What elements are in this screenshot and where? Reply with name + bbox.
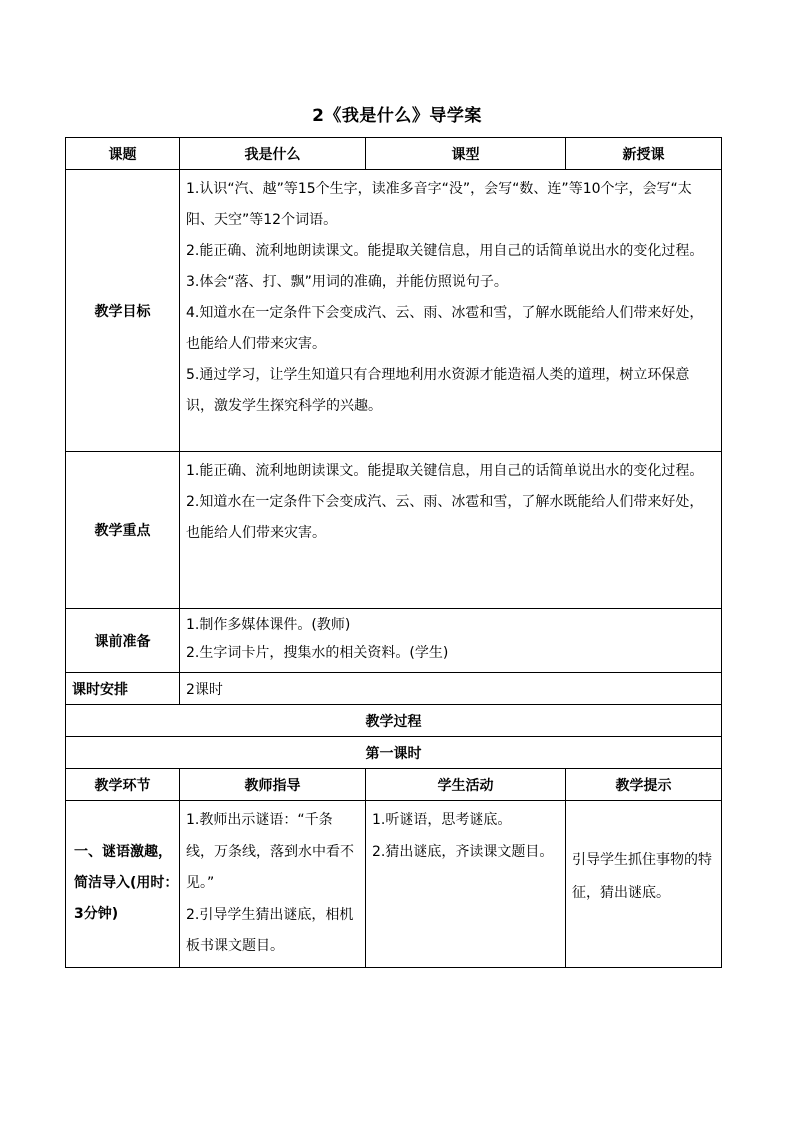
lesson-header: 第一课时 <box>66 737 722 769</box>
document-title: 2《我是什么》导学案 <box>312 106 482 126</box>
schedule-value: 2课时 <box>180 673 722 705</box>
objective-item: 1.认识“汽、越”等15个生字，读准多音字“没”，会写“数、连”等10个字，会写“太阳、天空”等12个词语。 <box>186 181 692 228</box>
key-point-item: 2.知道水在一定条件下会变成汽、云、雨、冰雹和雪，了解水既能给人们带来好处，也能给人们带来灾害。 <box>186 494 704 541</box>
key-points-content <box>180 452 722 609</box>
teacher-guidance <box>180 801 366 968</box>
key-point-item: 1.能正确、流利地朗读课文。能提取关键信息，用自己的话简单说出水的变化过程。 <box>186 463 704 479</box>
header-row <box>66 138 722 170</box>
column-header-stage: 教学环节 <box>66 769 180 801</box>
preparation-item: 1.制作多媒体课件。(教师) <box>186 617 351 633</box>
column-header-student: 学生活动 <box>366 769 566 801</box>
column-header-row <box>66 769 722 801</box>
objectives-row <box>66 170 722 452</box>
teacher-guidance-item: 2.引导学生猜出谜底，相机板书课文题目。 <box>186 906 354 954</box>
objectives-label: 教学目标 <box>66 170 180 452</box>
student-activity-item: 1.听谜语，思考谜底。 <box>372 812 512 828</box>
preparation-row <box>66 609 722 673</box>
teaching-tip: 引导学生抓住事物的特征，猜出谜底。 <box>566 801 722 968</box>
objective-item: 4.知道水在一定条件下会变成汽、云、雨、冰雹和雪，了解水既能给人们带来好处，也能给人们带来灾害。 <box>186 305 704 352</box>
column-header-teacher: 教师指导 <box>180 769 366 801</box>
topic-value: 我是什么 <box>180 138 366 170</box>
objective-item: 2.能正确、流利地朗读课文。能提取关键信息，用自己的话简单说出水的变化过程。 <box>186 243 704 259</box>
objectives-content <box>180 170 722 452</box>
process-header-row <box>66 705 722 737</box>
preparation-item: 2.生字词卡片，搜集水的相关资料。(学生) <box>186 645 449 661</box>
topic-label: 课题 <box>66 138 180 170</box>
stage-name: 一、谜语激趣，简洁导入(用时：3分钟) <box>66 801 180 968</box>
key-points-label: 教学重点 <box>66 452 180 609</box>
objective-item: 5.通过学习，让学生知道只有合理地利用水资源才能造福人类的道理，树立环保意识，激发学生探究科学的兴趣。 <box>186 367 690 414</box>
type-value: 新授课 <box>566 138 722 170</box>
schedule-label: 课时安排 <box>66 673 180 705</box>
column-header-tip: 教学提示 <box>566 769 722 801</box>
preparation-content <box>180 609 722 673</box>
preparation-label: 课前准备 <box>66 609 180 673</box>
lesson-plan-table <box>65 137 722 968</box>
key-points-row <box>66 452 722 609</box>
student-activity <box>366 801 566 968</box>
process-header: 教学过程 <box>66 705 722 737</box>
teacher-guidance-item: 1.教师出示谜语：“千条线，万条线，落到水中看不见。” <box>186 812 354 891</box>
stage-row <box>66 801 722 968</box>
student-activity-item: 2.猜出谜底，齐读课文题目。 <box>372 843 554 860</box>
objective-item: 3.体会“落、打、飘”用词的准确，并能仿照说句子。 <box>186 274 508 290</box>
schedule-row <box>66 673 722 705</box>
lesson-header-row <box>66 737 722 769</box>
type-label: 课型 <box>366 138 566 170</box>
